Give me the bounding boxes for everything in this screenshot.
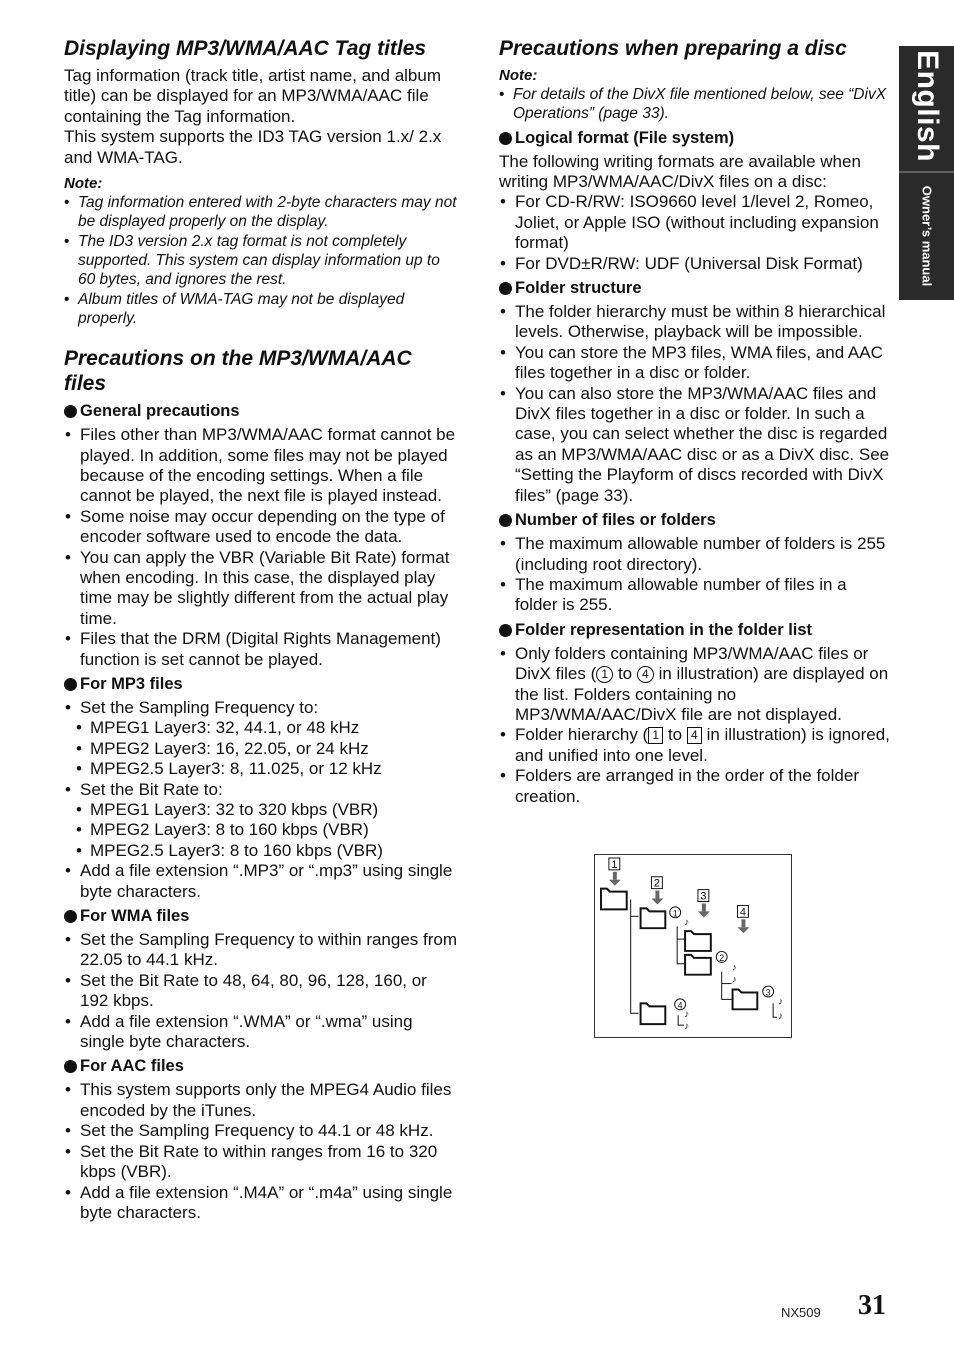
mp3-br-sublist xyxy=(64,800,459,861)
section-title-tag-titles: Displaying MP3/WMA/AAC Tag titles xyxy=(64,37,427,60)
list-item: • Set the Sampling Frequency to within ranges from 22.05 to 44.1 kHz. xyxy=(64,930,459,971)
list-item: • MPEG1 Layer3: 32, 44.1, or 48 kHz xyxy=(64,718,459,738)
tag-support-paragraph: This system supports the ID3 TAG version 1.x/ 2.x and WMA-TAG. xyxy=(64,127,442,167)
general-list xyxy=(64,425,459,670)
text-fragment: to xyxy=(613,664,637,684)
svg-text:♪: ♪ xyxy=(684,1009,690,1021)
list-item: • This system supports only the MPEG4 Audio files encoded by the iTunes. xyxy=(64,1080,459,1121)
list-item: • Tag information entered with 2-byte characters may not be displayed properly on the display. xyxy=(64,193,459,232)
note-label: Note: xyxy=(499,67,538,84)
subheading-general: General precautions xyxy=(64,401,459,421)
folder-icon xyxy=(733,990,758,1010)
text-fragment: in illustration) are displayed on the list. Folders containing no MP3/WMA/AAC/DivX file are not displayed. xyxy=(515,664,889,724)
list-item: • MPEG2.5 Layer3: 8 to 160 kbps (VBR) xyxy=(64,841,459,861)
section-title-disc-precautions: Precautions when preparing a disc xyxy=(499,37,847,60)
list-item: • MPEG2.5 Layer3: 8, 11.025, or 12 kHz xyxy=(64,759,459,779)
mp3-sf-sublist xyxy=(64,718,459,779)
list-item: • Set the Bit Rate to 48, 64, 80, 96, 128, 160, or 192 kbps. xyxy=(64,971,459,1012)
arrow-down-icon xyxy=(651,891,663,905)
list-item: • For CD-R/RW: ISO9660 level 1/level 2, Romeo, Joliet, or Apple ISO (without including expansion format) xyxy=(499,192,891,253)
folder-label-4-text: 4 xyxy=(677,1000,683,1011)
folder-representation-list xyxy=(499,644,891,807)
svg-text:♪: ♪ xyxy=(731,962,737,974)
list-item: • The maximum allowable number of files in a folder is 255. xyxy=(499,575,891,616)
arrow-down-icon xyxy=(738,919,750,933)
list-item xyxy=(499,644,891,726)
text-fragment: in illustration) is ignored, and unified into one level. xyxy=(515,725,890,765)
text-fragment: to xyxy=(663,725,687,745)
mp3-br-list xyxy=(64,780,459,800)
aac-list xyxy=(64,1080,459,1223)
page-number: 31 xyxy=(858,1290,886,1321)
folder-hierarchy-diagram xyxy=(594,854,792,1038)
level-label-4-text: 4 xyxy=(739,906,746,919)
tab-divider xyxy=(899,171,954,173)
tab-manual-label: Owner’s manual xyxy=(919,185,935,287)
boxed-number: 1 xyxy=(648,727,663,744)
folder-label-2-text: 2 xyxy=(719,952,725,963)
list-item: • The maximum allowable number of folders is 255 (including root directory). xyxy=(499,534,891,575)
svg-text:♪: ♪ xyxy=(778,996,784,1008)
level-label-1 xyxy=(609,858,620,871)
folder-label-1 xyxy=(670,907,681,918)
level-label-2-text: 2 xyxy=(653,877,660,890)
list-item: • Add a file extension “.MP3” or “.mp3” using single byte characters. xyxy=(64,861,459,902)
subheading-aac: For AAC files xyxy=(64,1056,459,1076)
list-item xyxy=(499,725,891,766)
folder-label-1-text: 1 xyxy=(672,908,678,919)
logical-format-paragraph: The following writing formats are available when writing MP3/WMA/AAC/DivX files on a disc: xyxy=(499,151,861,191)
tag-intro-paragraph: Tag information (track title, artist name, and album title) can be displayed for an MP3/WMA/AAC file containing the Tag information. xyxy=(64,66,441,126)
level-label-3-text: 3 xyxy=(700,890,707,903)
subheading-logical-format: Logical format (File system) xyxy=(499,128,891,148)
list-item: • You can store the MP3 files, WMA files, and AAC files together in a disc or folder. xyxy=(499,343,891,384)
list-item: • MPEG2 Layer3: 16, 22.05, or 24 kHz xyxy=(64,739,459,759)
level-label-3 xyxy=(698,890,709,903)
list-item: • MPEG2 Layer3: 8 to 160 kbps (VBR) xyxy=(64,820,459,840)
level-label-2 xyxy=(651,877,662,890)
folder-structure-list xyxy=(499,302,891,506)
model-number: NX509 xyxy=(781,1305,821,1320)
subheading-number-of-files: Number of files or folders xyxy=(499,510,891,530)
note-label: Note: xyxy=(64,175,103,193)
text-fragment: Only folders containing MP3/WMA/AAC files or DivX files ( xyxy=(515,643,869,684)
subheading-mp3: For MP3 files xyxy=(64,674,459,694)
list-item: • The folder hierarchy must be within 8 hierarchical levels. Otherwise, playback will be impossible. xyxy=(499,302,891,343)
list-item: • Set the Sampling Frequency to 44.1 or 48 kHz. xyxy=(64,1121,459,1141)
mp3-ext-list xyxy=(64,861,459,902)
list-item: • For DVD±R/RW: UDF (Universal Disk Format) xyxy=(499,254,891,274)
circled-number: 4 xyxy=(637,666,654,683)
tag-notes-list xyxy=(64,193,459,328)
list-item: • You can also store the MP3/WMA/AAC files and DivX files together in a disc or folder. In such a case, you can select whether the disc is regarded as an MP3/WMA/AAC disc or as a DivX disc. See “Setting the Playform of discs recorded with DivX files” (page 33). xyxy=(499,384,891,506)
arrow-down-icon xyxy=(698,903,710,917)
svg-text:♪: ♪ xyxy=(684,1021,690,1033)
svg-text:♪: ♪ xyxy=(731,974,737,986)
circled-number: 1 xyxy=(596,666,613,683)
list-item: • Some noise may occur depending on the type of encoder software used to encode the data. xyxy=(64,507,459,548)
boxed-number: 4 xyxy=(687,727,702,744)
folder-label-3 xyxy=(763,986,774,997)
list-item: • Album titles of WMA-TAG may not be displayed properly. xyxy=(64,290,459,329)
folder-label-3-text: 3 xyxy=(765,987,771,998)
text-fragment: Folder hierarchy ( xyxy=(515,725,649,745)
subheading-wma: For WMA files xyxy=(64,906,459,926)
logical-format-list xyxy=(499,192,891,274)
subheading-folder-representation: Folder representation in the folder list xyxy=(499,620,891,640)
left-column xyxy=(64,36,459,1223)
list-item: • Add a file extension “.M4A” or “.m4a” using single byte characters. xyxy=(64,1183,459,1224)
list-item: • Files other than MP3/WMA/AAC format cannot be played. In addition, some files may not be played because of the encoding settings. When a file cannot be played, the next file is played instead. xyxy=(64,425,459,507)
arrow-down-icon xyxy=(609,872,621,886)
number-list xyxy=(499,534,891,616)
folder-icon xyxy=(685,931,711,951)
mp3-list xyxy=(64,698,459,718)
disc-notes-list xyxy=(499,85,891,124)
language-side-tab xyxy=(899,46,954,300)
folder-icon xyxy=(685,955,711,975)
svg-text:♪: ♪ xyxy=(684,917,690,929)
list-item: • Set the Sampling Frequency to: xyxy=(64,698,459,718)
list-item: • Folders are arranged in the order of the folder creation. xyxy=(499,766,891,807)
folder-label-2 xyxy=(716,951,727,962)
list-item: • Files that the DRM (Digital Rights Management) function is set cannot be played. xyxy=(64,629,459,670)
folder-icon xyxy=(601,889,627,910)
folder-icon xyxy=(641,1003,666,1024)
list-item: • MPEG1 Layer3: 32 to 320 kbps (VBR) xyxy=(64,800,459,820)
right-column xyxy=(499,36,891,807)
svg-text:♪: ♪ xyxy=(778,1011,784,1023)
list-item: • For details of the DivX file mentioned below, see “DivX Operations” (page 33). xyxy=(499,85,891,124)
tab-language-label: English xyxy=(911,50,944,162)
list-item: • Set the Bit Rate to within ranges from 16 to 320 kbps (VBR). xyxy=(64,1142,459,1183)
folder-icon xyxy=(641,908,666,928)
list-item: • The ID3 version 2.x tag format is not completely supported. This system can display information up to 60 bytes, and ignores the rest. xyxy=(64,232,459,290)
list-item: • You can apply the VBR (Variable Bit Rate) format when encoding. In this case, the displayed play time may be slightly different from the actual play time. xyxy=(64,548,459,630)
list-item: • Add a file extension “.WMA” or “.wma” using single byte characters. xyxy=(64,1012,459,1053)
folder-tree-svg xyxy=(595,855,791,1037)
level-label-4 xyxy=(738,905,749,918)
section-title-precautions-files: Precautions on the MP3/WMA/AAC files xyxy=(64,347,412,396)
level-label-1-text: 1 xyxy=(611,858,618,871)
wma-list xyxy=(64,930,459,1052)
subheading-folder-structure: Folder structure xyxy=(499,278,891,298)
list-item: • Set the Bit Rate to: xyxy=(64,780,459,800)
